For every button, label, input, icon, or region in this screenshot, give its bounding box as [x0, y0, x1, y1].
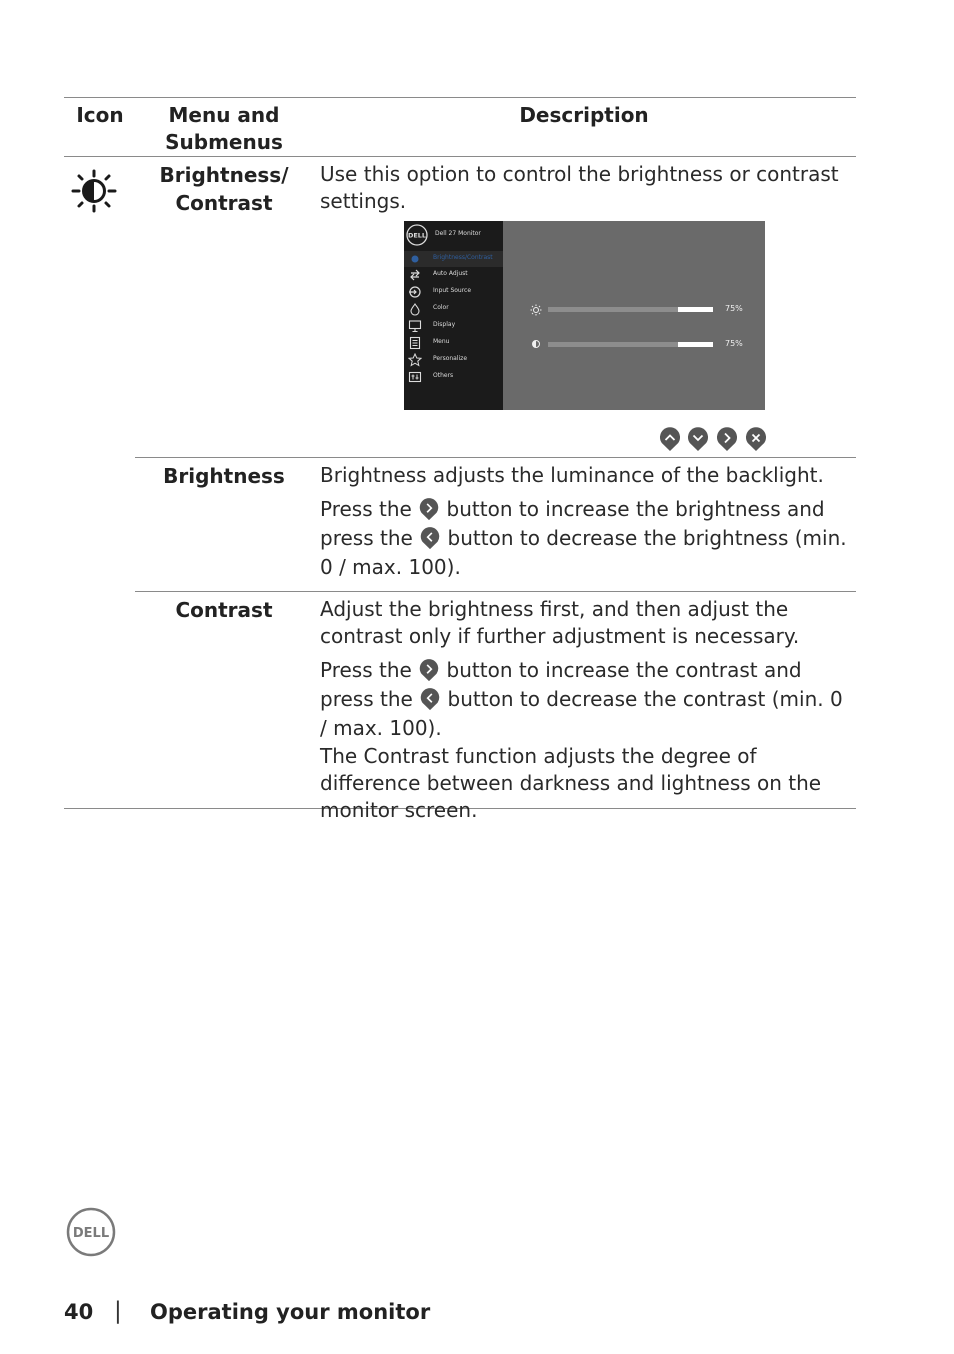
others-icon [408, 370, 422, 384]
header-menu-submenus: Menu and Submenus [165, 103, 283, 154]
osd-item-display[interactable] [404, 318, 503, 334]
osd-item-label: Personalize [433, 355, 468, 362]
right-button-icon [418, 497, 440, 521]
row-rule-contrast [135, 591, 856, 592]
osd-sidebar [404, 221, 503, 410]
left-button-icon [419, 687, 441, 711]
brightness-slider-track[interactable] [548, 307, 713, 312]
right-button-icon[interactable] [716, 426, 738, 452]
osd-item-label: Auto Adjust [433, 270, 468, 277]
brightness-icon [408, 252, 422, 266]
contrast-slider-track[interactable] [548, 342, 713, 347]
page-number: 40 [64, 1300, 94, 1324]
osd-brightness-icon [530, 304, 542, 316]
brightness-description [320, 462, 850, 582]
osd-item-label: Others [433, 372, 454, 379]
auto-adjust-icon [408, 268, 422, 282]
color-icon [408, 302, 422, 316]
menu-name-line1: Brightness/ [159, 163, 289, 187]
osd-item-brightness-contrast[interactable] [404, 251, 503, 267]
contrast-value: 75% [725, 339, 743, 348]
text-run: Press the [320, 497, 412, 521]
row-rule-brightness [135, 457, 856, 458]
text-run: button to decrease the contrast (min. 0 / max. 100). [320, 687, 843, 740]
menu-name-line2: Contrast [175, 191, 273, 215]
text-run: Press the [320, 658, 412, 682]
up-button-icon[interactable] [659, 426, 681, 452]
contrast-p3: The Contrast function adjusts the degree of difference between darkness and lightness on the monitor screen. [320, 744, 822, 822]
osd-item-label: Display [433, 321, 456, 328]
osd-item-menu[interactable] [404, 335, 503, 351]
osd-item-color[interactable] [404, 301, 503, 317]
table-top-rule [64, 97, 856, 98]
osd-item-personalize[interactable] [404, 352, 503, 368]
osd-menu-screenshot [404, 221, 765, 410]
header-description: Description [519, 103, 649, 127]
brightness-contrast-icon [70, 168, 118, 214]
brightness-p1: Brightness adjusts the luminance of the backlight. [320, 463, 824, 487]
osd-item-others[interactable] [404, 369, 503, 385]
header-bottom-rule [64, 156, 856, 157]
section-title: Operating your monitor [150, 1300, 431, 1324]
footer-logo-text: DELL [72, 1226, 110, 1241]
star-icon [408, 353, 422, 367]
text-run: button to decrease the brightness (min. 0 / max. 100). [320, 526, 847, 579]
display-icon [408, 319, 422, 333]
osd-item-label: Menu [433, 338, 450, 345]
osd-item-label: Color [433, 304, 449, 311]
osd-item-input-source[interactable] [404, 284, 503, 300]
text-run: button to increase the brightness and press the [320, 497, 825, 550]
contrast-slider-fill [678, 342, 713, 347]
close-button-icon[interactable] [745, 426, 767, 452]
osd-item-label: Brightness/Contrast [433, 254, 493, 261]
osd-logo-text: DELL [407, 231, 427, 240]
osd-title: Dell 27 Monitor [435, 230, 481, 237]
brightness-value: 75% [725, 304, 743, 313]
brightness-slider-fill [678, 307, 713, 312]
brightness-contrast-menu-name [150, 161, 298, 217]
brightness-contrast-description: Use this option to control the brightness or contrast settings. [320, 162, 839, 213]
footer-separator: | [114, 1298, 122, 1324]
dell-logo-icon [406, 224, 428, 246]
osd-item-label: Input Source [433, 287, 472, 294]
dell-footer-logo [66, 1207, 116, 1257]
contrast-menu-name: Contrast [175, 598, 273, 622]
osd-item-auto-adjust[interactable] [404, 267, 503, 283]
input-source-icon [408, 285, 422, 299]
down-button-icon[interactable] [687, 426, 709, 452]
brightness-menu-name: Brightness [163, 464, 285, 488]
contrast-p1: Adjust the brightness first, and then adjust the contrast only if further adjustment is necessary. [320, 597, 800, 648]
header-icon: Icon [76, 103, 124, 127]
brightness-p2 [320, 495, 850, 582]
contrast-p2 [320, 656, 850, 743]
osd-contrast-icon [531, 339, 541, 349]
left-button-icon [419, 526, 441, 550]
menu-icon [408, 336, 422, 350]
right-button-icon [418, 658, 440, 682]
contrast-description [320, 596, 850, 824]
text-run: button to increase the contrast and press the [320, 658, 802, 711]
